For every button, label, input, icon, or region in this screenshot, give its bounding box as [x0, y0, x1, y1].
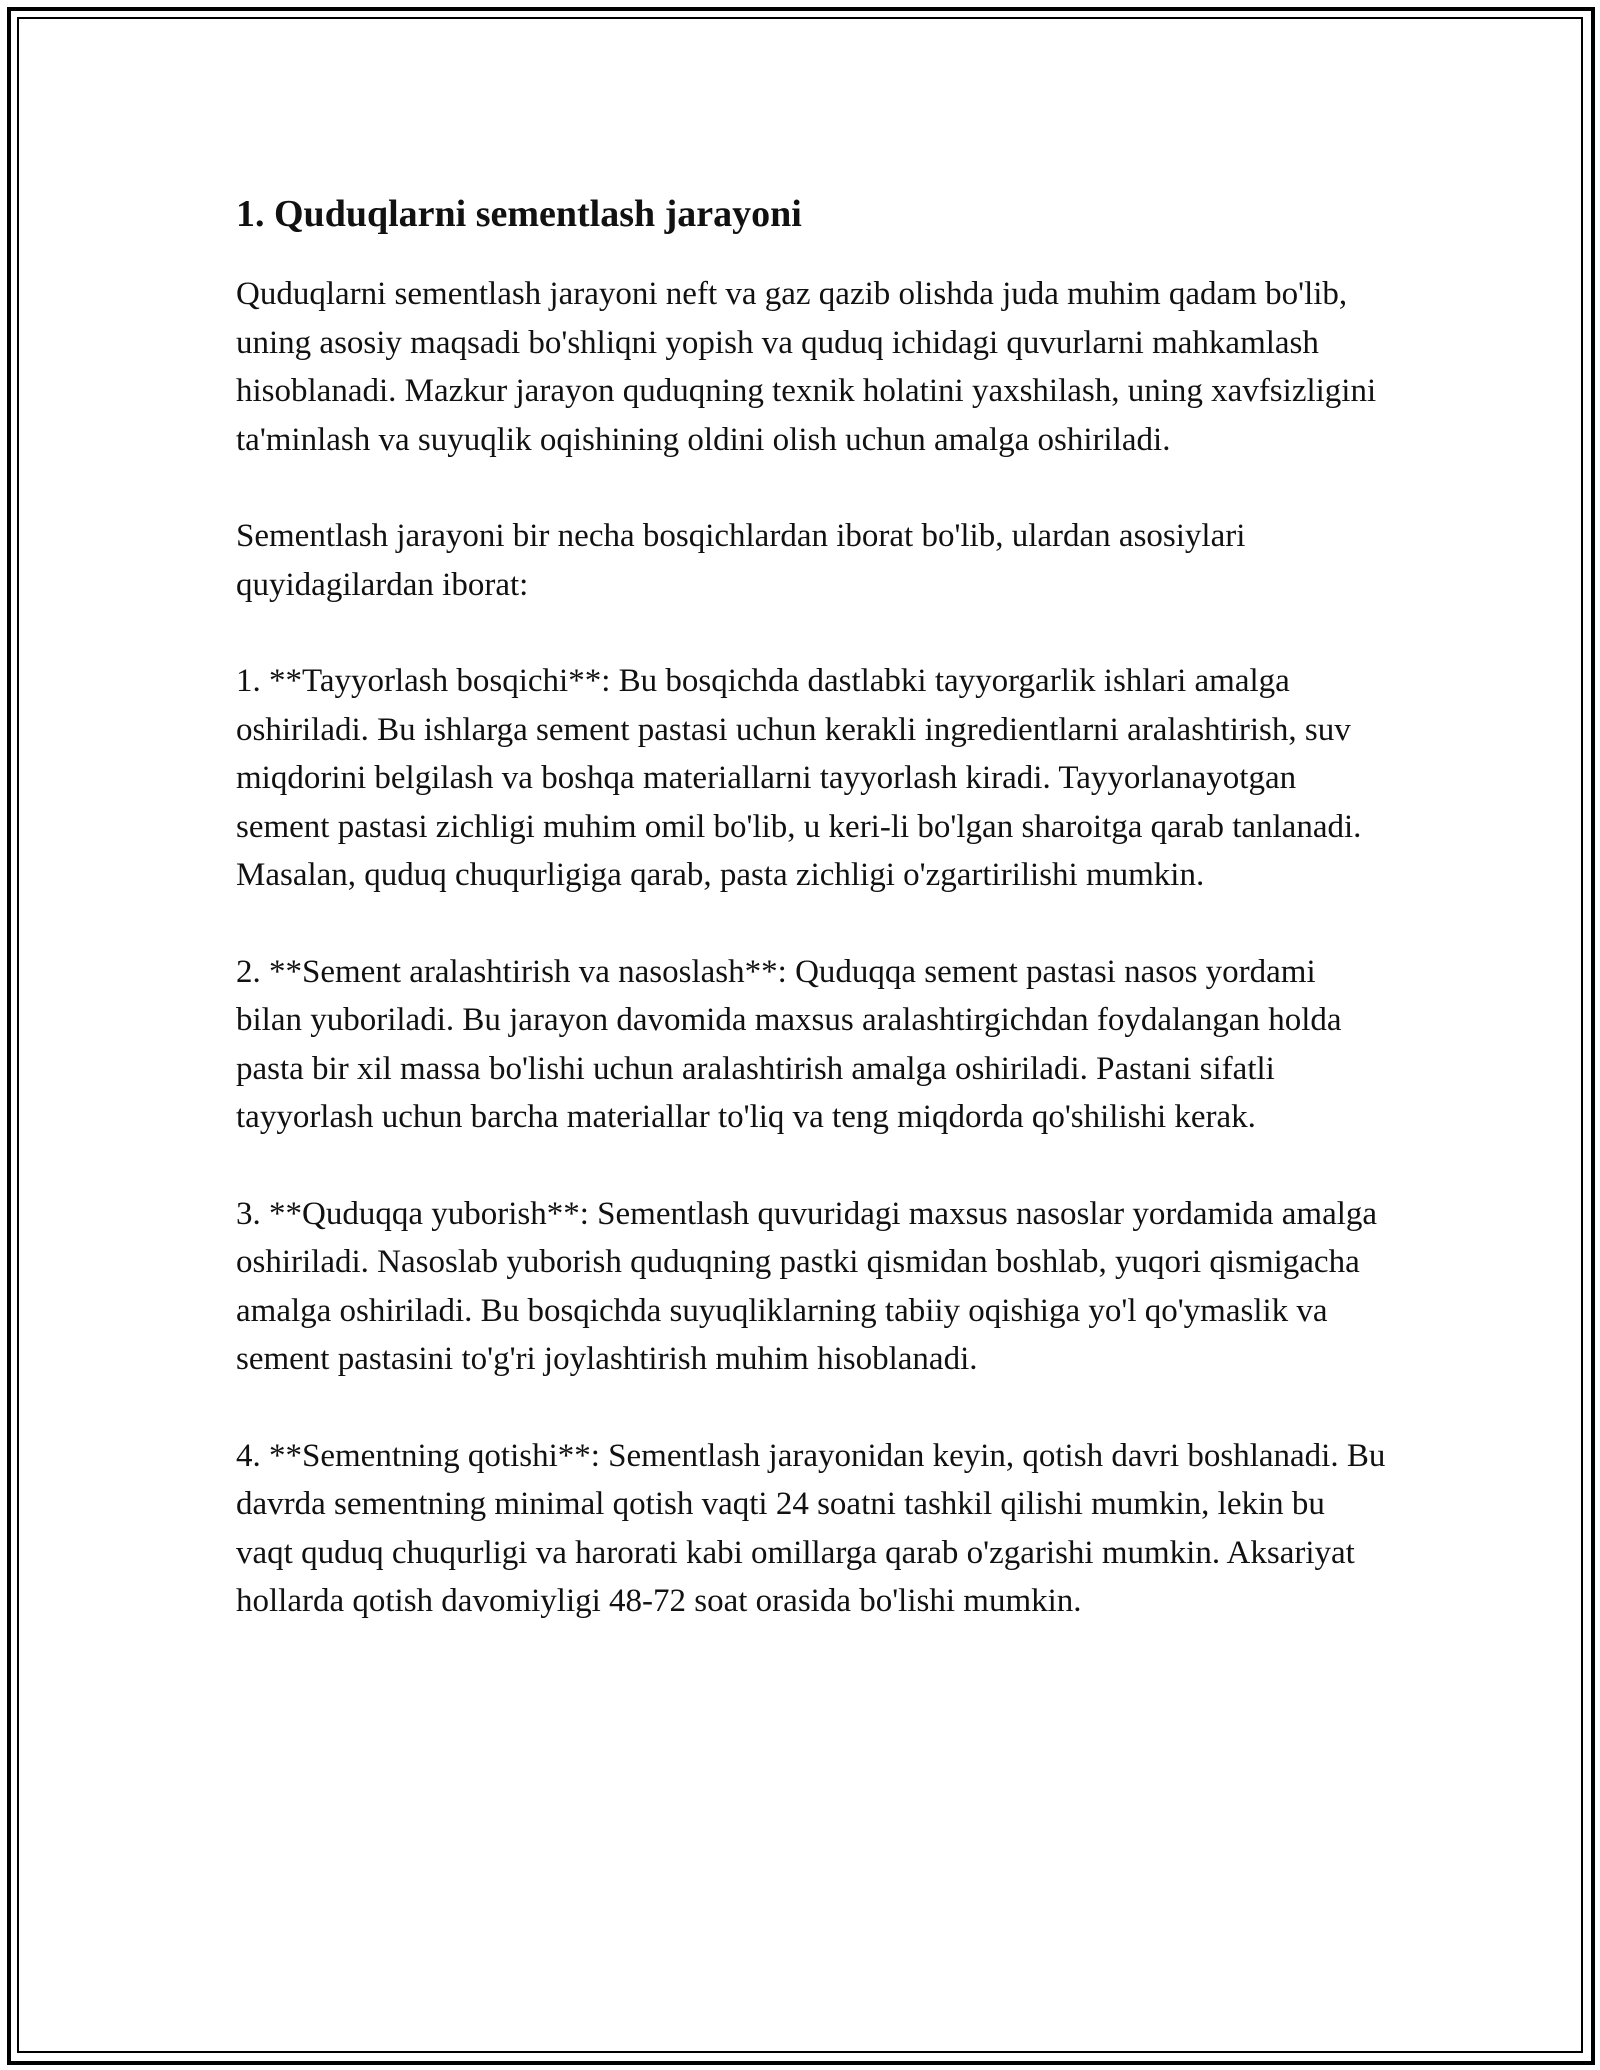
paragraph-step-3: 3. **Quduqqa yuborish**: Sementlash quvuridagi maxsus nasoslar yordamida amalga oshiriladi. Nasoslab yuborish quduqning pastki qismidan boshlab, yuqori qismigacha amalga oshiriladi. Bu bosqichda suyuqliklarning tabiiy oqishiga yo'l qo'ymaslik va sement pastasini to'g'ri joylashtirish muhim hisoblanadi.	[236, 1195, 1378, 1377]
paragraph-step-1: 1. **Tayyorlash bosqichi**: Bu bosqichda dastlabki tayyorgarlik ishlari amalga oshiriladi. Bu ishlarga sement pastasi uchun kerakli ingredientlarni aralashtirish, suv miqdorini belgilash va boshqa materiallarni tayyorlash kiradi. Tayyorlanayotgan sement pastasi zichligi muhim omil bo'lib, u keri-li bo'lgan sharoitga qarab tanlanadi. Masalan, quduq chuqurligiga qarab, pasta zichligi o'zgartirilishi mumkin.	[236, 663, 1362, 893]
paragraph-step-2: 2. **Sement aralashtirish va nasoslash**: Quduqqa sement pastasi nasos yordami bilan yuboriladi. Bu jarayon davomida maxsus aralashtirgichdan foydalangan holda pasta bir xil massa bo'lishi uchun aralashtirish amalga oshiriladi. Pastani sifatli tayyorlash uchun barcha materiallar to'liq va teng miqdorda qo'shilishi kerak.	[236, 953, 1342, 1135]
document-body	[236, 186, 1386, 1674]
paragraph-stages-intro: Sementlash jarayoni bir necha bosqichlardan iborat bo'lib, ulardan asosiylari quyidagilardan iborat:	[236, 518, 1246, 603]
document-title: 1. Quduqlarni sementlash jarayoni	[236, 193, 802, 235]
paragraph-step-4: 4. **Sementning qotishi**: Sementlash jarayonidan keyin, qotish davri boshlanadi. Bu davrda sementning minimal qotish vaqti 24 soatni tashkil qilishi mumkin, lekin bu vaqt quduq chuqurligi va harorati kabi omillarga qarab o'zgarishi mumkin. Aksariyat hollarda qotish davomiyligi 48-72 soat orasida bo'lishi mumkin.	[236, 1437, 1386, 1619]
paragraph-intro: Quduqlarni sementlash jarayoni neft va gaz qazib olishda juda muhim qadam bo'lib, uning asosiy maqsadi bo'shliqni yopish va quduq ichidagi quvurlarni mahkamlash hisoblanadi. Mazkur jarayon quduqning texnik holatini yaxshilash, uning xavfsizligini ta'minlash va suyuqlik oqishining oldini olish uchun amalga oshiriladi.	[236, 276, 1377, 458]
